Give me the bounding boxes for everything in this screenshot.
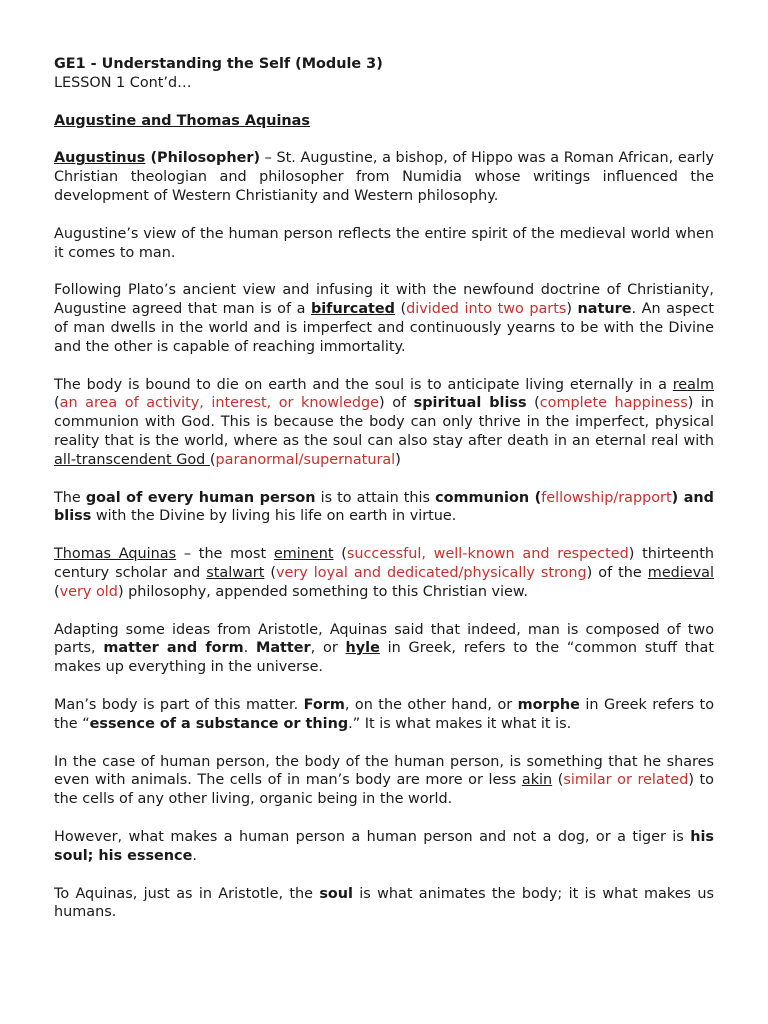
definition-bifurcated: divided into two parts <box>406 301 567 318</box>
definition-akin: similar or related <box>563 772 689 789</box>
paragraph-goal: The goal of every human person is to attain this communion (fellowship/rapport) and bliss with the Divine by living his life on earth in virtue. <box>54 489 714 525</box>
term-akin: akin <box>521 772 553 789</box>
definition-transcendent: paranormal/supernatural <box>215 451 396 468</box>
definition-stalwart: very loyal and dedicated/physically strong <box>275 564 587 581</box>
definition-bliss: complete happiness <box>539 395 688 412</box>
lesson-label: LESSON 1 Cont’d… <box>54 74 192 91</box>
term-augustinus: Augustinus <box>54 150 146 167</box>
section-title: Augustine and Thomas Aquinas <box>54 112 310 129</box>
definition-realm: an area of activity, interest, or knowledge <box>59 395 380 412</box>
paragraph-body-soul: The body is bound to die on earth and the soul is to anticipate living eternally in a realm (an area of activity, interest, or knowledge) of spiritual bliss (complete happiness) in communion with God. This is because the body can only thrive in the imperfect, physical reality that is the world, where as the soul can also stay after death in an eternal real with all-transcendent God (paranormal/supernatural) <box>54 376 715 468</box>
term-thomas-aquinas: Thomas Aquinas <box>54 546 177 563</box>
paragraph-plato: Following Plato’s ancient view and infusing it with the newfound doctrine of Christianity, Augustine agreed that man is of a bifurcated (divided into two parts) nature. An aspect of man dwells in the world and is imperfect and continuously yearns to be with the Divine and the other is capable of reaching immortality. <box>54 282 714 355</box>
term-bifurcated: bifurcated <box>310 301 395 318</box>
paragraph-augustinus: Augustinus (Philosopher) – St. Augustine, a bishop, of Hippo was a Roman African, early Christian theologian and philosopher from Numidia whose writings influenced the development of Western Christianity and Western philosophy. <box>54 150 714 204</box>
paragraph-cells: In the case of human person, the body of the human person, is something that he shares even with animals. The cells of in man’s body are more or less akin (similar or related) to the cells of any other living, organic being in the world. <box>54 753 714 808</box>
course-title: GE1 - Understanding the Self (Module 3) <box>54 56 383 72</box>
definition-communion: fellowship/rapport <box>541 489 672 506</box>
paragraph-augustine-view: Augustine’s view of the human person reflects the entire spirit of the medieval world when it comes to man. <box>54 225 714 261</box>
definition-eminent: successful, well-known and respected <box>346 546 629 563</box>
term-realm: realm <box>672 376 714 393</box>
paragraph-matter-form: Adapting some ideas from Aristotle, Aquinas said that indeed, man is composed of two parts, matter and form. Matter, or hyle in Greek, refers to the “common stuff that makes up everything in the universe. <box>54 621 714 676</box>
paragraph-animates: To Aquinas, just as in Aristotle, the soul is what animates the body; it is what makes us humans. <box>54 885 714 921</box>
paragraph-aquinas: Thomas Aquinas – the most eminent (successful, well-known and respected) thirteenth century scholar and stalwart (very loyal and dedicated/physically strong) of the medieval (very old) philosophy, appended something to this Christian view. <box>54 546 714 600</box>
term-medieval: medieval <box>647 564 714 581</box>
definition-medieval: very old <box>59 583 118 600</box>
term-stalwart: stalwart <box>206 564 265 581</box>
paragraph-form: Man’s body is part of this matter. Form, on the other hand, or morphe in Greek refers to the “essence of a substance or thing.” It is what makes it what it is. <box>54 696 714 732</box>
term-eminent: eminent <box>273 546 334 563</box>
paragraph-soul-essence: However, what makes a human person a human person and not a dog, or a tiger is his soul; his essence. <box>54 828 714 864</box>
term-hyle: hyle <box>345 640 380 657</box>
term-all-transcendent-god: all-transcendent God <box>54 451 210 468</box>
role-philosopher: (Philosopher) <box>150 150 261 167</box>
